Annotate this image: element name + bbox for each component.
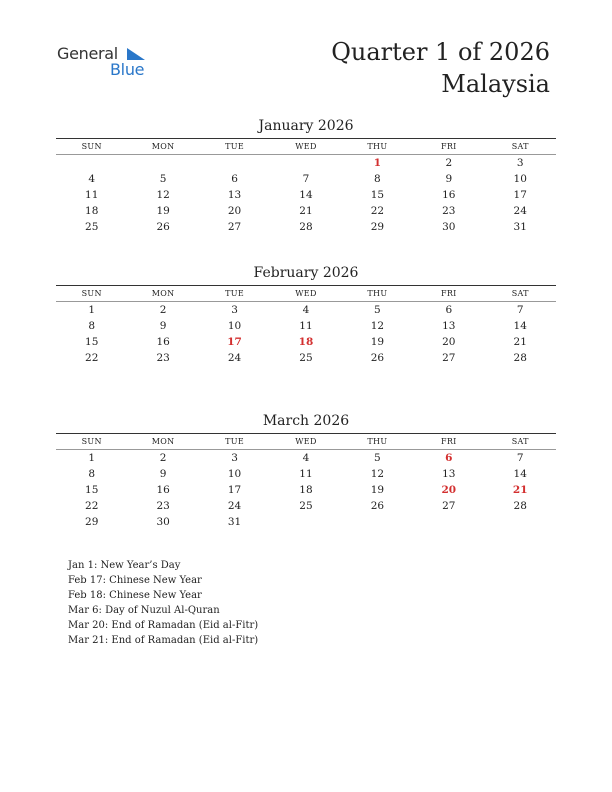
day-cell: 17 [227,336,242,348]
day-cell: 31 [227,516,242,528]
empty-day-cell [413,514,484,530]
holiday-note: Mar 20: End of Ramadan (Eid al-Fitr) [68,620,259,631]
month-calendar-february [56,263,556,366]
day-cell: 30 [156,516,170,528]
day-cell: 21 [299,205,313,217]
brand-logo [57,44,157,84]
day-cell: 22 [85,500,99,512]
empty-day-cell [270,155,341,171]
day-cell: 17 [227,484,242,496]
day-cell: 12 [156,189,170,201]
day-cell: 17 [513,189,527,201]
day-cell: 13 [442,468,456,480]
day-cell: 18 [298,336,314,348]
empty-day-cell [199,155,270,171]
week-row [56,302,556,318]
week-row [56,171,556,187]
logo-word-blue: Blue [110,60,145,79]
holiday-note: Jan 1: New Year’s Day [68,560,181,571]
day-cell: 4 [302,452,310,464]
weekday-label: MON [151,142,175,151]
day-cell: 23 [156,352,170,364]
day-cell: 11 [85,189,99,201]
weekday-label: FRI [441,142,457,151]
day-cell: 9 [159,320,167,332]
day-cell: 10 [227,468,242,480]
day-cell: 29 [370,221,385,233]
day-cell: 2 [445,157,453,169]
day-cell: 25 [299,500,313,512]
day-cell: 2 [159,304,167,316]
day-cell: 1 [373,157,382,169]
day-cell: 24 [227,352,242,364]
day-cell: 29 [85,516,99,528]
month-title: March 2026 [262,413,350,429]
month-calendar-march [56,411,556,530]
day-cell: 23 [156,500,170,512]
day-cell: 18 [85,205,99,217]
day-cell: 12 [370,468,385,480]
weekday-label: FRI [441,289,457,298]
day-cell: 15 [370,189,385,201]
weekday-label: THU [367,289,388,298]
day-cell: 13 [227,189,242,201]
weekday-label: WED [295,289,317,298]
day-cell: 26 [156,221,170,233]
day-cell: 2 [159,452,167,464]
day-cell: 20 [227,205,242,217]
day-cell: 31 [513,221,527,233]
weekday-label: SAT [511,437,529,446]
day-cell: 27 [442,500,456,512]
weekday-label: SUN [81,437,102,446]
holiday-note: Feb 18: Chinese New Year [68,590,202,601]
day-cell: 4 [88,173,96,185]
empty-day-cell [56,155,127,171]
day-cell: 19 [370,484,385,496]
weekday-label: WED [295,142,317,151]
quarter-title: Quarter 1 of 2026 [331,38,550,66]
day-cell: 14 [513,320,527,332]
week-row [56,187,556,203]
day-cell: 26 [370,352,385,364]
weekday-label: MON [151,289,175,298]
weekday-label: THU [367,142,388,151]
day-cell: 13 [442,320,456,332]
day-cell: 22 [85,352,99,364]
day-cell: 16 [156,336,170,348]
day-cell: 19 [156,205,170,217]
day-cell: 18 [299,484,313,496]
day-cell: 23 [442,205,456,217]
week-row [56,482,556,498]
weekday-label: SUN [81,142,102,151]
day-cell: 21 [513,336,527,348]
day-cell: 16 [156,484,170,496]
day-cell: 3 [516,157,524,169]
day-cell: 27 [442,352,456,364]
week-row [56,155,556,171]
empty-day-cell [127,155,198,171]
day-cell: 20 [441,484,457,496]
day-cell: 28 [513,352,527,364]
day-cell: 25 [299,352,313,364]
weekday-label: SAT [511,142,529,151]
weekday-label: WED [295,437,317,446]
day-cell: 3 [231,452,238,464]
page-title [331,36,550,100]
weekday-label: TUE [225,437,244,446]
week-row [56,318,556,334]
weekday-label: TUE [225,142,244,151]
logo-word-general: General [57,44,118,63]
country-title: Malaysia [441,70,550,98]
day-cell: 8 [88,320,96,332]
flag-icon [125,47,147,61]
day-cell: 6 [231,173,238,185]
day-cell: 5 [159,173,167,185]
day-cell: 4 [302,304,310,316]
weekday-header [56,285,556,302]
day-cell: 27 [227,221,242,233]
weekday-label: TUE [225,289,244,298]
day-cell: 7 [516,452,524,464]
month-calendar-january [56,116,556,235]
empty-day-cell [485,514,556,530]
day-cell: 28 [513,500,527,512]
week-row [56,466,556,482]
empty-day-cell [342,514,413,530]
day-cell: 9 [159,468,167,480]
holiday-note: Mar 21: End of Ramadan (Eid al-Fitr) [68,635,259,646]
holiday-note: Mar 6: Day of Nuzul Al-Quran [68,605,220,616]
day-cell: 11 [299,468,313,480]
day-cell: 15 [85,484,99,496]
day-cell: 1 [88,452,96,464]
weekday-header [56,433,556,450]
day-cell: 1 [88,304,96,316]
day-cell: 19 [370,336,385,348]
weekday-label: SUN [81,289,102,298]
day-cell: 11 [299,320,313,332]
day-cell: 10 [513,173,527,185]
day-cell: 8 [88,468,96,480]
month-title: January 2026 [258,118,354,134]
empty-day-cell [270,514,341,530]
day-cell: 25 [85,221,99,233]
week-row [56,514,556,530]
day-cell: 10 [227,320,242,332]
day-cell: 7 [302,173,310,185]
day-cell: 20 [442,336,456,348]
day-cell: 24 [227,500,242,512]
weekday-label: FRI [441,437,457,446]
day-cell: 22 [370,205,385,217]
week-row [56,219,556,235]
holiday-list [68,558,258,648]
day-cell: 14 [299,189,313,201]
day-cell: 7 [516,304,524,316]
day-cell: 12 [370,320,385,332]
weekday-label: SAT [511,289,529,298]
week-row [56,498,556,514]
week-row [56,334,556,350]
holiday-note: Feb 17: Chinese New Year [68,575,202,586]
day-cell: 3 [231,304,238,316]
month-title: February 2026 [253,265,359,281]
weekday-label: MON [151,437,175,446]
week-row [56,450,556,466]
day-cell: 5 [374,304,381,316]
day-cell: 24 [513,205,527,217]
weekday-label: THU [367,437,388,446]
week-row [56,203,556,219]
day-cell: 6 [445,304,453,316]
day-cell: 21 [512,484,528,496]
day-cell: 6 [445,452,453,464]
week-row [56,350,556,366]
day-cell: 14 [513,468,527,480]
weekday-header [56,138,556,155]
day-cell: 8 [374,173,381,185]
day-cell: 15 [85,336,99,348]
day-cell: 30 [442,221,456,233]
day-cell: 9 [445,173,453,185]
day-cell: 16 [442,189,456,201]
day-cell: 28 [299,221,313,233]
day-cell: 5 [374,452,381,464]
day-cell: 26 [370,500,385,512]
